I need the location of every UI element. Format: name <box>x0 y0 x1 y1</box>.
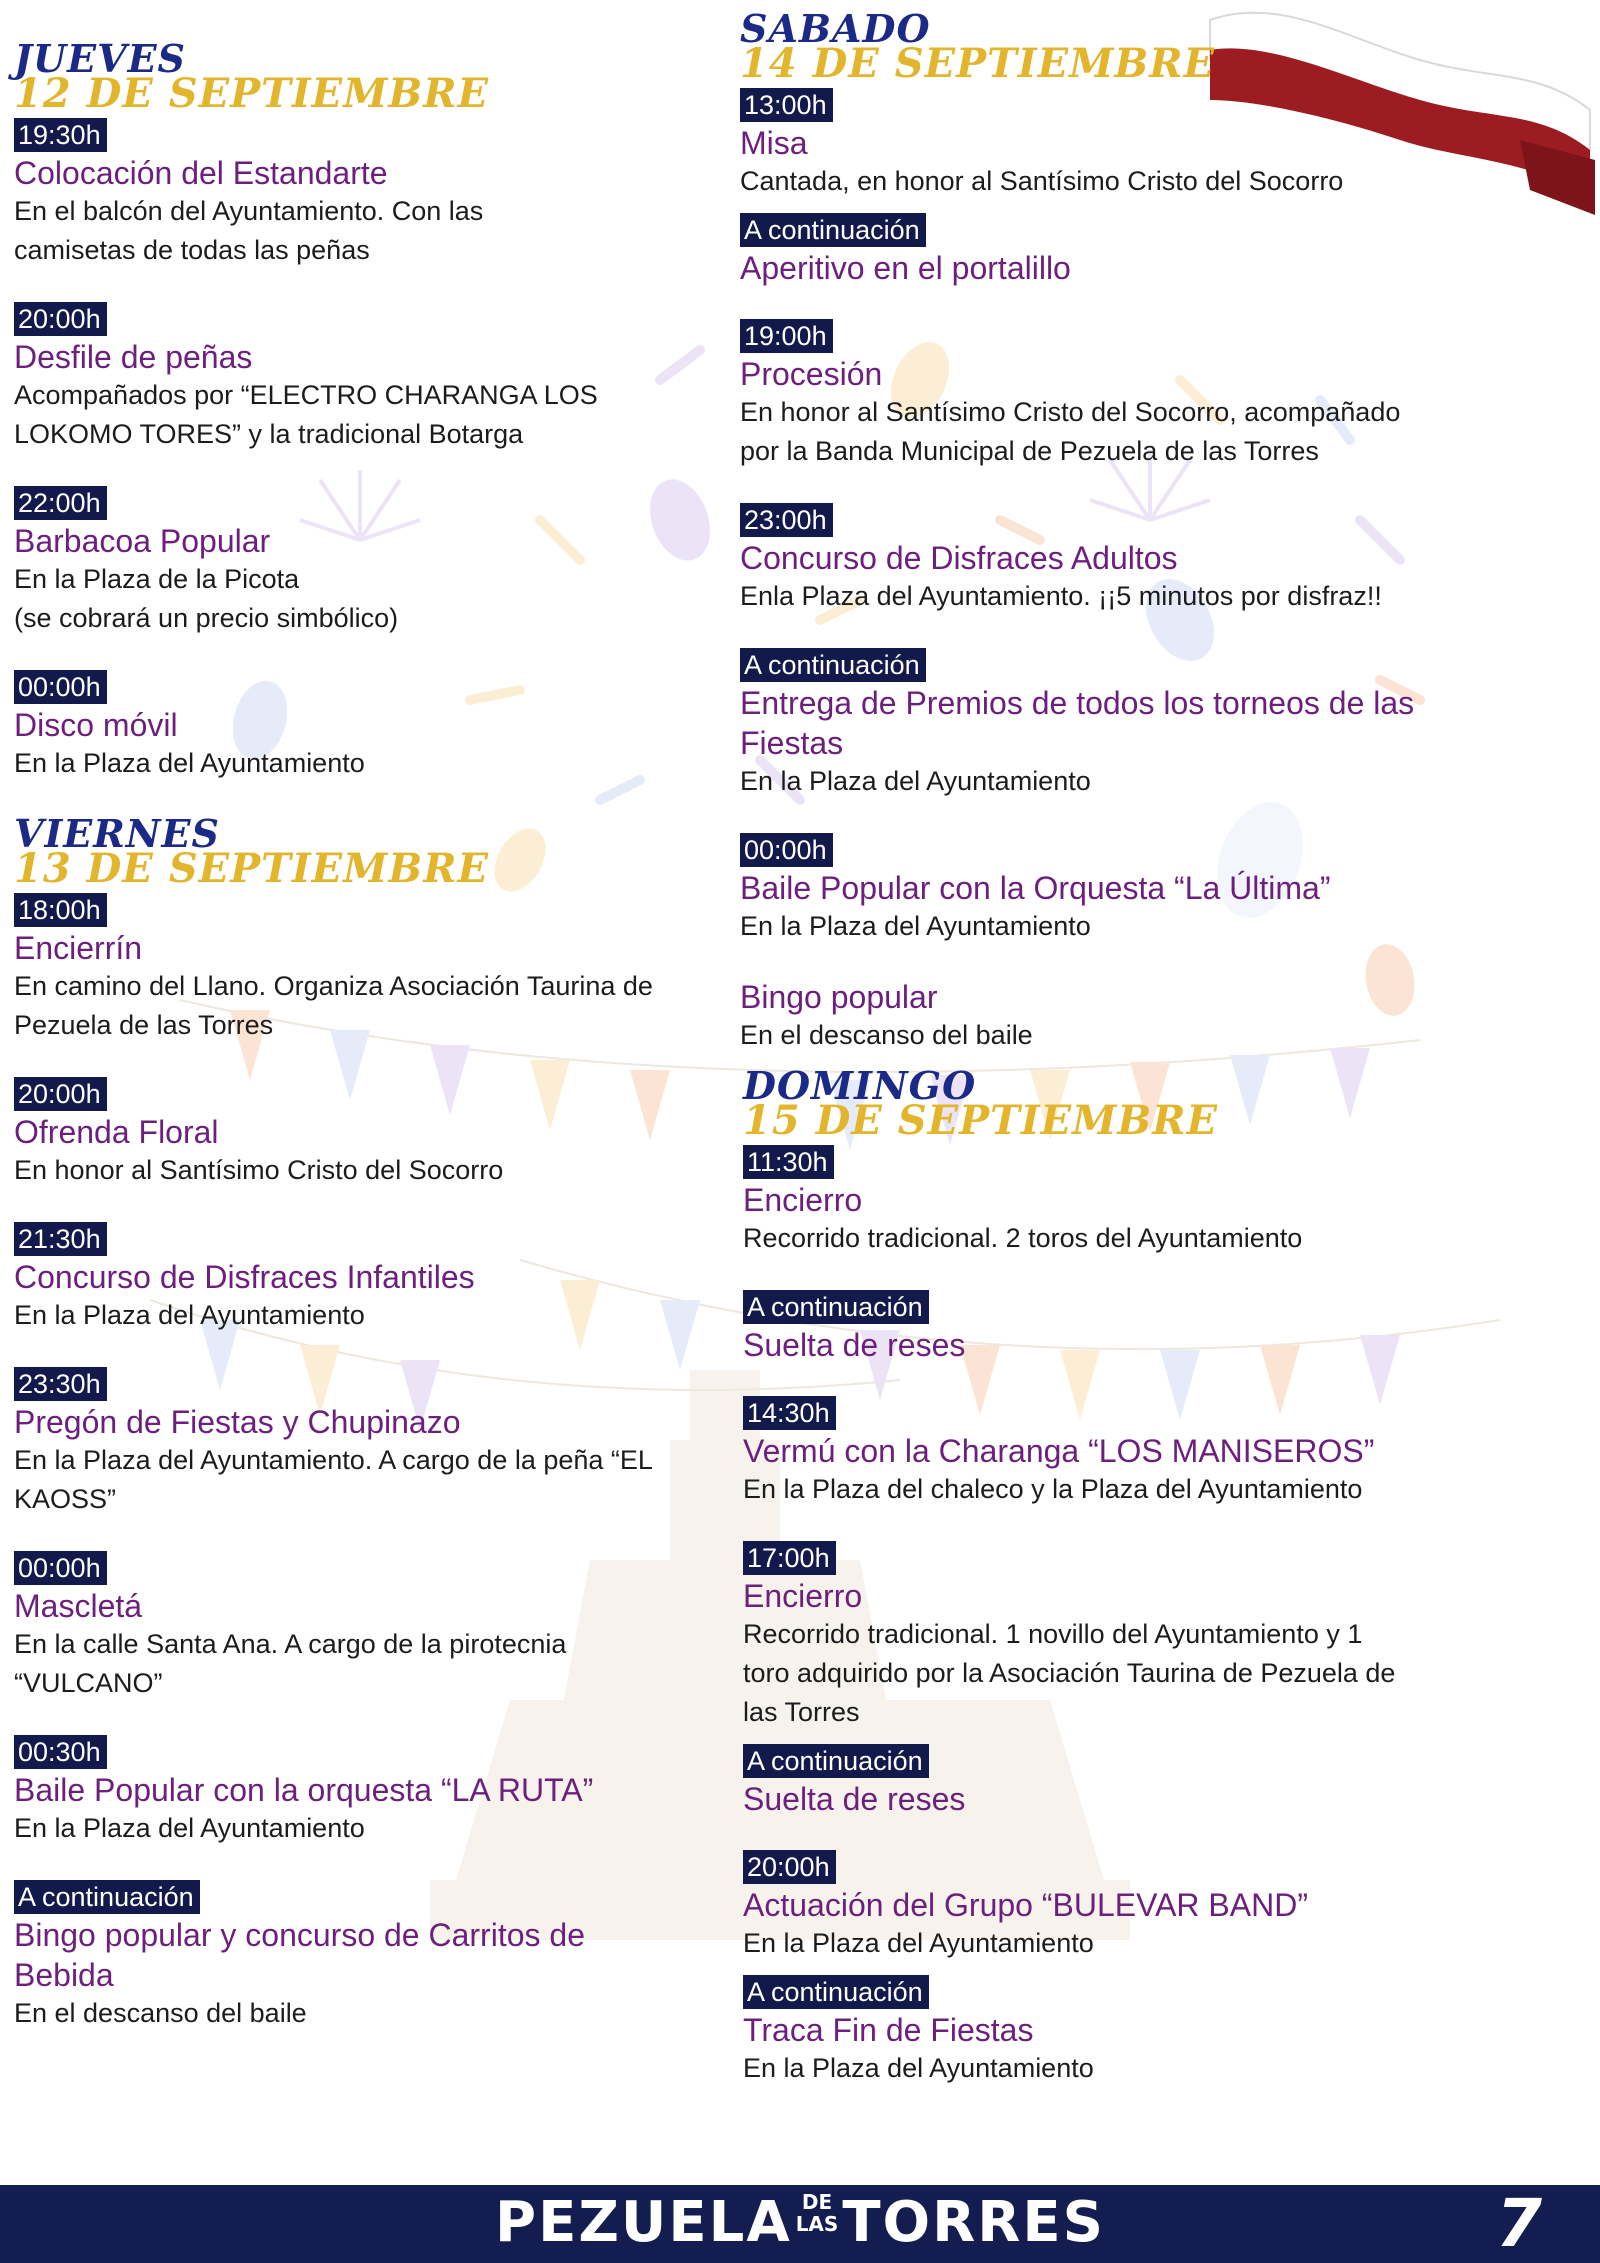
right-column <box>740 6 1510 2100</box>
time-badge: 14:30h <box>743 1396 836 1430</box>
event-description: Cantada, en honor al Santísimo Cristo del Socorro <box>740 166 1344 196</box>
event-title: Bebida <box>14 1957 114 1993</box>
event-title: Procesión <box>740 356 883 392</box>
day-date: 14 DE SEPTIEMBRE <box>740 40 1215 87</box>
event-item <box>743 1145 1510 1258</box>
event-description: LOKOMO TORES” y la tradicional Botarga <box>14 419 524 449</box>
event-title: Ofrenda Floral <box>14 1114 219 1150</box>
brand-word-de: DE <box>801 2190 833 2214</box>
time-badge: 23:00h <box>740 503 833 537</box>
event-title: Vermú con la Charanga “LOS MANISEROS” <box>743 1433 1375 1469</box>
event-item <box>14 1551 734 1703</box>
event-description: En la Plaza del Ayuntamiento <box>743 2053 1094 2083</box>
event-description: Acompañados por “ELECTRO CHARANGA LOS <box>14 380 598 410</box>
event-item <box>743 1744 1510 1818</box>
time-badge: 17:00h <box>743 1541 836 1575</box>
time-badge: A continuación <box>14 1880 200 1914</box>
time-badge: 19:30h <box>14 118 107 152</box>
day-section-friday <box>14 811 734 2033</box>
event-description: las Torres <box>743 1697 860 1727</box>
brand-word-las: LAS <box>795 2212 839 2236</box>
event-item <box>743 1975 1510 2088</box>
event-item <box>14 486 734 638</box>
event-title: Actuación del Grupo “BULEVAR BAND” <box>743 1887 1308 1923</box>
event-title: Traca Fin de Fiestas <box>743 2012 1034 2048</box>
day-date: 12 DE SEPTIEMBRE <box>14 70 489 117</box>
time-badge: 00:00h <box>14 1551 107 1585</box>
event-title: Suelta de reses <box>743 1781 966 1817</box>
event-title: Desfile de peñas <box>14 339 253 375</box>
event-description: En la Plaza del Ayuntamiento. A cargo de la peña “EL <box>14 1445 653 1475</box>
time-badge: A continuación <box>740 213 926 247</box>
day-name: DOMINGO <box>743 1063 977 1108</box>
event-description: toro adquirido por la Asociación Taurina de Pezuela de <box>743 1658 1396 1688</box>
event-title: Suelta de reses <box>743 1327 966 1363</box>
event-description: En honor al Santísimo Cristo del Socorro <box>14 1155 504 1185</box>
time-badge: A continuación <box>743 1744 929 1778</box>
day-section-sunday <box>740 1063 1510 2088</box>
event-title: Barbacoa Popular <box>14 523 271 559</box>
event-item <box>14 1735 734 1848</box>
day-section-thursday <box>14 36 734 783</box>
event-item <box>743 1850 1510 1963</box>
day-header <box>743 1063 1510 1144</box>
event-description: por la Banda Municipal de Pezuela de las Torres <box>740 436 1319 466</box>
event-title: Bingo popular <box>740 979 938 1015</box>
event-item <box>743 1396 1510 1509</box>
event-description: En honor al Santísimo Cristo del Socorro, acompañado <box>740 397 1401 427</box>
brand-de-las <box>796 2191 839 2235</box>
time-badge: 00:30h <box>14 1735 107 1769</box>
page-number: 7 <box>1496 2185 1542 2262</box>
time-badge: 20:00h <box>14 1077 107 1111</box>
event-title: Baile Popular con la orquesta “LA RUTA” <box>14 1772 594 1808</box>
time-badge: 13:00h <box>740 88 833 122</box>
event-description: KAOSS” <box>14 1484 117 1514</box>
event-description: En la Plaza del Ayuntamiento <box>14 1300 365 1330</box>
event-item <box>740 978 1510 1055</box>
event-item <box>14 302 734 454</box>
event-description: En el descanso del baile <box>14 1998 307 2028</box>
day-section-saturday <box>740 6 1510 1055</box>
event-description: En la Plaza del chaleco y la Plaza del Ayuntamiento <box>743 1474 1363 1504</box>
time-badge: 23:30h <box>14 1367 107 1401</box>
event-description: Recorrido tradicional. 1 novillo del Ayuntamiento y 1 <box>743 1619 1363 1649</box>
event-description: (se cobrará un precio simbólico) <box>14 603 399 633</box>
day-name: JUEVES <box>14 36 186 81</box>
event-title: Pregón de Fiestas y Chupinazo <box>14 1404 461 1440</box>
event-description: En la Plaza de la Picota <box>14 564 300 594</box>
time-badge: 22:00h <box>14 486 107 520</box>
event-item <box>740 503 1510 616</box>
event-item <box>14 893 734 1045</box>
event-title: Baile Popular con la Orquesta “La Última” <box>740 870 1331 906</box>
event-item <box>740 213 1510 287</box>
time-badge: A continuación <box>743 1290 929 1324</box>
left-column <box>14 36 734 2065</box>
event-title: Mascletá <box>14 1588 143 1624</box>
event-title: Encierrín <box>14 930 143 966</box>
event-title: Disco móvil <box>14 707 178 743</box>
event-title: Concurso de Disfraces Infantiles <box>14 1259 475 1295</box>
time-badge: 11:30h <box>743 1145 834 1179</box>
day-date: 15 DE SEPTIEMBRE <box>743 1097 1218 1144</box>
event-item <box>740 648 1510 801</box>
event-description: camisetas de todas las peñas <box>14 235 370 265</box>
time-badge: 21:30h <box>14 1222 107 1256</box>
time-badge: 18:00h <box>14 893 107 927</box>
event-description: En la Plaza del Ayuntamiento <box>14 1813 365 1843</box>
event-description: Pezuela de las Torres <box>14 1010 274 1040</box>
event-title: Encierro <box>743 1182 863 1218</box>
event-description: En la Plaza del Ayuntamiento <box>14 748 365 778</box>
event-description: En el descanso del baile <box>740 1020 1033 1050</box>
event-description: En camino del Llano. Organiza Asociación Taurina de <box>14 971 653 1001</box>
event-item <box>14 1222 734 1335</box>
event-description: En el balcón del Ayuntamiento. Con las <box>14 196 484 226</box>
event-item <box>14 118 734 270</box>
time-badge: 20:00h <box>743 1850 836 1884</box>
event-description: En la Plaza del Ayuntamiento <box>743 1928 1094 1958</box>
event-description: Recorrido tradicional. 2 toros del Ayuntamiento <box>743 1223 1303 1253</box>
time-badge: A continuación <box>740 648 926 682</box>
event-title: Colocación del Estandarte <box>14 155 388 191</box>
event-title: Encierro <box>743 1578 863 1614</box>
event-title: Concurso de Disfraces Adultos <box>740 540 1178 576</box>
event-description: En la Plaza del Ayuntamiento <box>740 766 1091 796</box>
event-title: Aperitivo en el portalillo <box>740 250 1071 286</box>
event-title: Bingo popular y concurso de Carritos de <box>14 1917 585 1953</box>
time-badge: 20:00h <box>14 302 107 336</box>
day-header <box>14 811 734 892</box>
time-badge: A continuación <box>743 1975 929 2009</box>
time-badge: 19:00h <box>740 319 833 353</box>
brand-logo <box>0 2191 1600 2255</box>
day-header <box>740 6 1510 87</box>
day-name: SABADO <box>740 6 931 51</box>
event-title: Misa <box>740 125 808 161</box>
brand-word-pezuela: PEZUELA <box>495 2190 792 2255</box>
event-item <box>743 1290 1510 1364</box>
event-description: Enla Plaza del Ayuntamiento. ¡¡5 minutos por disfraz!! <box>740 581 1382 611</box>
day-name: VIERNES <box>14 811 220 856</box>
time-badge: 00:00h <box>740 833 833 867</box>
brand-word-torres: TORRES <box>842 2190 1105 2255</box>
day-header <box>14 36 734 117</box>
footer-bar <box>0 2185 1600 2263</box>
event-description: En la Plaza del Ayuntamiento <box>740 911 1091 941</box>
event-item <box>14 670 734 783</box>
event-title: Entrega de Premios de todos los torneos de las <box>740 685 1415 721</box>
event-item <box>740 319 1510 471</box>
event-item <box>14 1077 734 1190</box>
day-date: 13 DE SEPTIEMBRE <box>14 845 489 892</box>
event-title: Fiestas <box>740 725 844 761</box>
event-item <box>14 1367 734 1519</box>
event-description: “VULCANO” <box>14 1668 163 1698</box>
event-item <box>743 1541 1510 1732</box>
event-description: En la calle Santa Ana. A cargo de la pirotecnia <box>14 1629 567 1659</box>
time-badge: 00:00h <box>14 670 107 704</box>
event-item <box>740 88 1510 201</box>
event-item <box>740 833 1510 946</box>
event-item <box>14 1880 734 2033</box>
